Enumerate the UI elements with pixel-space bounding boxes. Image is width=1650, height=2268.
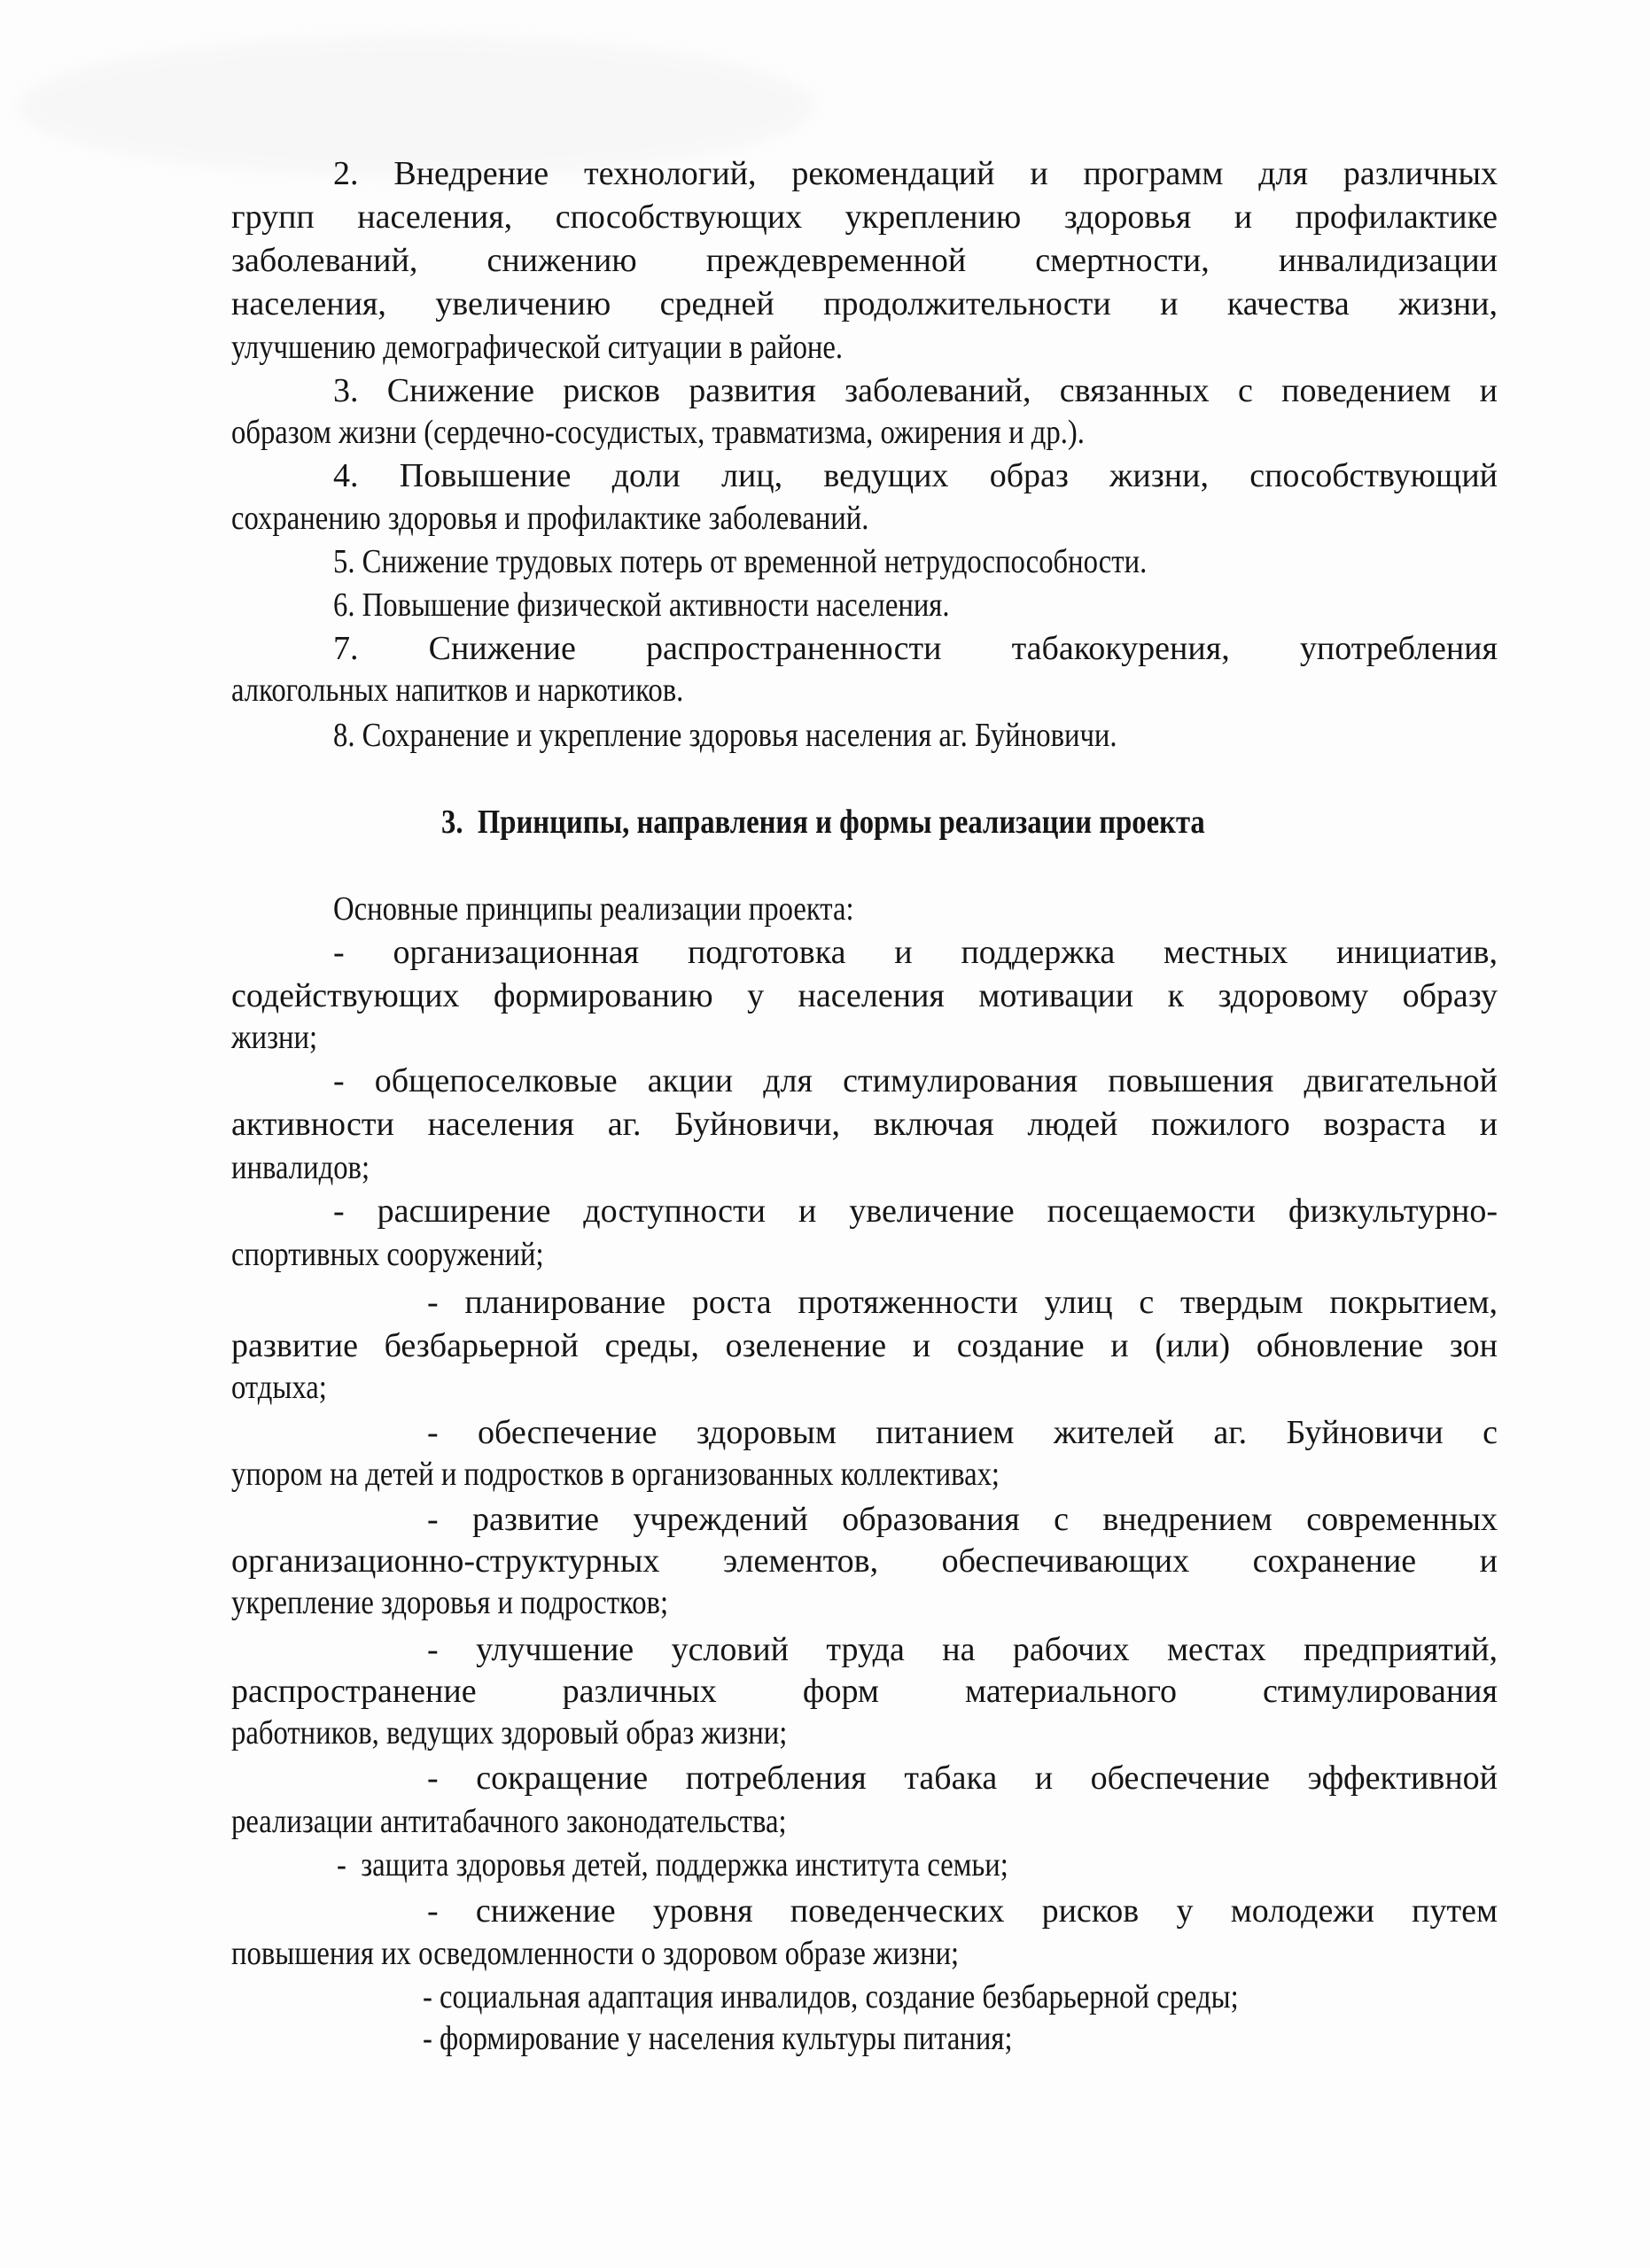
text-line: спортивных сооружений; xyxy=(231,1236,544,1273)
text-line: заболеваний, снижению преждевременной смертности, инвалидизации xyxy=(231,242,1498,279)
text-line: - улучшение условий труда на рабочих местах предприятий, xyxy=(427,1631,1498,1668)
text-line: - обеспечение здоровым питанием жителей аг. Буйновичи с xyxy=(427,1414,1498,1451)
text-line: - общепоселковые акции для стимулирования повышения двигательной xyxy=(333,1062,1498,1099)
goal-item-8: 8. Сохранение и укрепление здоровья населения аг. Буйновичи. xyxy=(333,717,1117,754)
text-line: активности населения аг. Буйновичи, включая людей пожилого возраста и xyxy=(231,1106,1498,1143)
text-line: - сокращение потребления табака и обеспечение эффективной xyxy=(427,1759,1498,1797)
text-line: улучшению демографической ситуации в районе. xyxy=(231,329,844,366)
text-line: сохранению здоровья и профилактике заболеваний. xyxy=(231,500,869,537)
text-line: - организационная подготовка и поддержка местных инициатив, xyxy=(333,934,1498,971)
text-line: распространение различных форм материального стимулирования xyxy=(231,1673,1498,1710)
principle-item: - защита здоровья детей, поддержка института семьи; xyxy=(337,1846,1008,1884)
text-line: жизни; xyxy=(231,1019,318,1056)
goal-item-6: 6. Повышение физической активности населения. xyxy=(333,586,950,624)
text-line: алкогольных напитков и наркотиков. xyxy=(231,672,684,709)
section-heading: 3. Принципы, направления и формы реализации проекта xyxy=(441,804,1205,841)
text-line: упором на детей и подростков в организованных коллективах; xyxy=(231,1456,1000,1493)
text-line: образом жизни (сердечно-сосудистых, травматизма, ожирения и др.). xyxy=(231,414,1085,451)
text-line: организационно-структурных элементов, обеспечивающих сохранение и xyxy=(231,1542,1498,1580)
principles-intro: Основные принципы реализации проекта: xyxy=(333,890,854,928)
text-line: - развитие учреждений образования с внедрением современных xyxy=(427,1501,1498,1538)
principle-item: - социальная адаптация инвалидов, создание безбарьерной среды; xyxy=(423,1978,1239,2016)
text-line: инвалидов; xyxy=(231,1149,370,1186)
text-line: укрепление здоровья и подростков; xyxy=(231,1584,669,1621)
text-line: содействующих формированию у населения мотивации к здоровому образу xyxy=(231,977,1498,1014)
text-line: повышения их осведомленности о здоровом образе жизни; xyxy=(231,1935,960,1972)
goal-item-5: 5. Снижение трудовых потерь от временной нетрудоспособности. xyxy=(333,543,1148,580)
text-line: 2. Внедрение технологий, рекомендаций и программ для различных xyxy=(333,155,1498,192)
text-line: населения, увеличению средней продолжительности и качества жизни, xyxy=(231,285,1498,322)
principle-item: - формирование у населения культуры питания; xyxy=(423,2020,1013,2057)
text-line: - снижение уровня поведенческих рисков у молодежи путем xyxy=(427,1892,1498,1930)
text-line: - планирование роста протяженности улиц с твердым покрытием, xyxy=(427,1284,1498,1321)
text-line: работников, ведущих здоровый образ жизни; xyxy=(231,1714,788,1751)
text-line: развитие безбарьерной среды, озеленение и создание и (или) обновление зон xyxy=(231,1327,1498,1364)
text-line: 3. Снижение рисков развития заболеваний, связанных с поведением и xyxy=(333,372,1498,409)
text-line: - расширение доступности и увеличение посещаемости физкультурно- xyxy=(333,1192,1498,1230)
text-line: 4. Повышение доли лиц, ведущих образ жизни, способствующий xyxy=(333,457,1498,494)
text-line: реализации антитабачного законодательства; xyxy=(231,1803,787,1840)
text-line: отдыха; xyxy=(231,1369,327,1406)
text-line: групп населения, способствующих укреплению здоровья и профилактике xyxy=(231,198,1498,236)
text-line: 7. Снижение распространенности табакокурения, употребления xyxy=(333,630,1498,667)
